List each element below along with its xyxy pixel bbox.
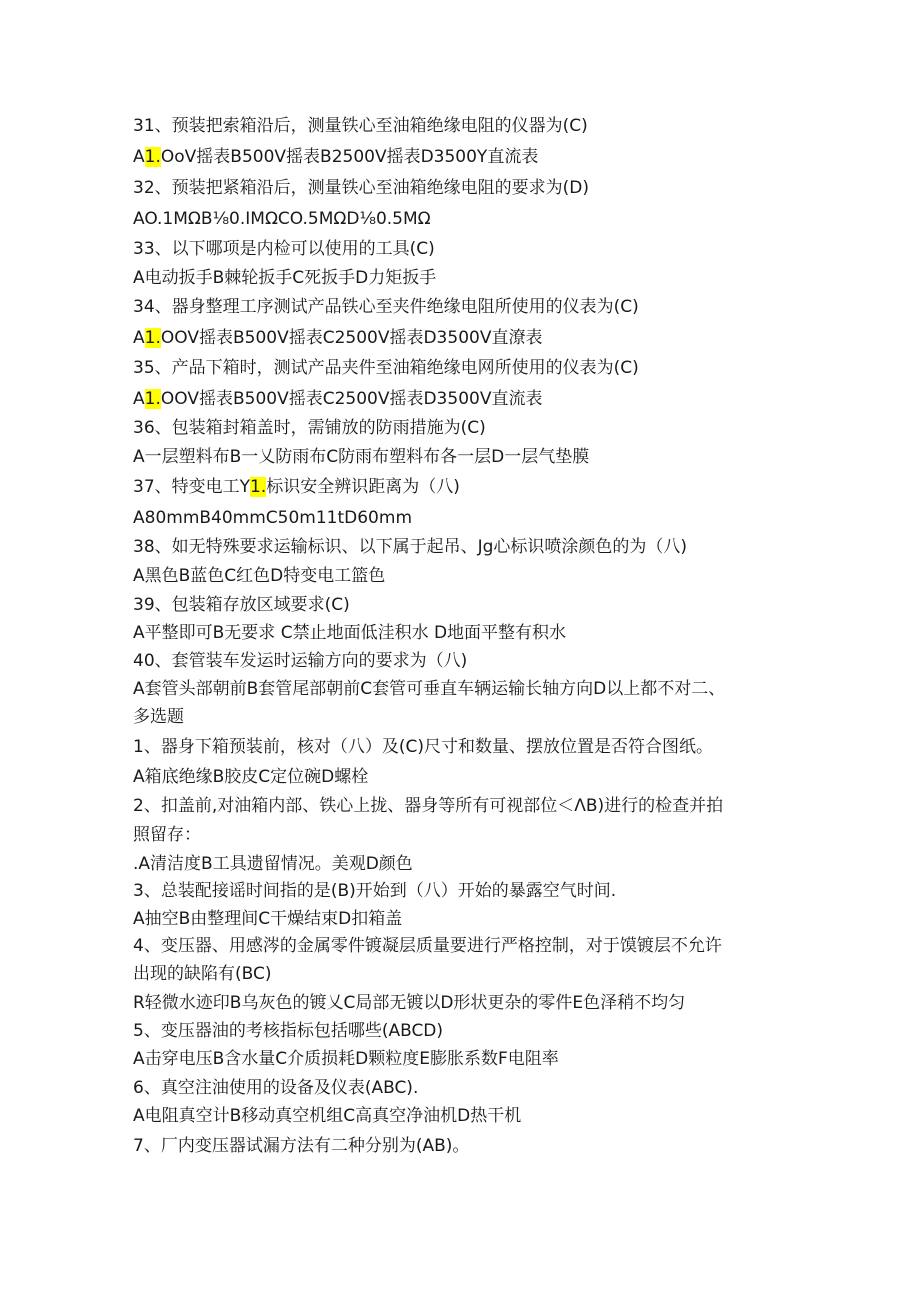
option-rest: OOV摇表B500V摇表C2500V摇表D3500V直流表 bbox=[160, 389, 543, 409]
options-37: A80mmB40mmC50m11tD60mm bbox=[133, 508, 412, 528]
options-32: AO.1MΩB⅛0.IMΩCO.5MΩD⅛0.5MΩ bbox=[133, 209, 431, 229]
question-36: 36、包装箱封箱盖时，需铺放的防雨措施为(C) bbox=[133, 418, 486, 438]
option-rest: OOV摇表B500V摇表C2500V摇表D3500V直潦表 bbox=[160, 328, 543, 348]
multi-question-4-cont: 出现的缺陷有(BC) bbox=[133, 964, 272, 984]
question-40: 40、套管装车发运时运输方向的要求为（八) bbox=[133, 651, 468, 671]
question-38: 38、如无特殊要求运输标识、以下属于起吊、Jg心标识喷涂颜色的为（八) bbox=[133, 537, 688, 557]
question-rest: 标识安全辨识距离为（八) bbox=[266, 477, 460, 497]
multi-question-7: 7、厂内变压器试漏方法有二种分别为(AB)。 bbox=[133, 1136, 470, 1156]
question-34: 34、器身整理工序测试产品铁心至夹件绝缘电阻所使用的仪表为(C) bbox=[133, 297, 639, 317]
options-33: A电动扳手B棘轮扳手C死扳手D力矩扳手 bbox=[133, 268, 437, 288]
multi-options-1: A箱底绝缘B胶皮C定位碗D螺栓 bbox=[133, 767, 369, 787]
question-33: 33、以下哪项是内检可以使用的工具(C) bbox=[133, 239, 435, 259]
multi-options-6: A电阻真空计B移动真空机组C高真空净油机D热干机 bbox=[133, 1106, 522, 1126]
section-heading: 多选题 bbox=[133, 707, 184, 727]
question-31: 31、预装把索箱沿后，测量铁心至油箱绝缘电阻的仪器为(C) bbox=[133, 116, 588, 136]
multi-question-6: 6、真空注油使用的设备及仪表(ABC). bbox=[133, 1078, 419, 1098]
question-37 bbox=[133, 475, 460, 499]
options-36: A一层塑料布B一乂防雨布C防雨布塑料布各一层D一层气垫膜 bbox=[133, 447, 590, 467]
option-rest: OoV摇表B500V摇表B2500V摇表D3500Y直流表 bbox=[160, 147, 539, 167]
multi-options-2: .A清洁度B工具遗留情况。美观D颜色 bbox=[133, 854, 413, 874]
question-prefix: 37、特变电工Y bbox=[133, 477, 251, 497]
highlight: 1. bbox=[144, 328, 161, 348]
options-31 bbox=[133, 145, 538, 169]
question-39: 39、包装箱存放区域要求(C) bbox=[133, 595, 350, 615]
multi-question-4: 4、变压器、用感涔的金属零件镀凝层质量要进行严格控制，对于馍镀层不允许 bbox=[133, 936, 722, 956]
question-32: 32、预装把紧箱沿后，测量铁心至油箱绝缘电阻的要求为(D) bbox=[133, 178, 589, 198]
option-prefix: A bbox=[133, 328, 145, 348]
highlight: 1. bbox=[144, 389, 161, 409]
option-prefix: A bbox=[133, 147, 145, 167]
options-35 bbox=[133, 387, 542, 411]
multi-options-4: R轻微水迹印B乌灰色的镀乂C局部无镀以D形状更杂的零件E色泽稍不均匀 bbox=[133, 993, 686, 1013]
multi-options-3: A抽空B由整理间C干燥结束D扣箱盖 bbox=[133, 909, 403, 929]
highlight: 1. bbox=[144, 147, 161, 167]
options-40: A套管头部朝前B套管尾部朝前C套管可垂直车辆运输长轴方向D以上都不对二、 bbox=[133, 679, 726, 699]
highlight: 1. bbox=[250, 477, 267, 497]
options-39: A平整即可B无要求 C禁止地面低洼积水 D地面平整有积水 bbox=[133, 623, 567, 643]
options-38: A黑色B蓝色C红色D特变电工篮色 bbox=[133, 566, 386, 586]
options-34 bbox=[133, 326, 542, 350]
multi-options-5: A击穿电压B含水量C介质损耗D颗粒度E膨胀系数F电阻率 bbox=[133, 1049, 559, 1069]
question-35: 35、产品下箱时，测试产品夹件至油箱绝缘电网所使用的仪表为(C) bbox=[133, 358, 639, 378]
multi-question-2-cont: 照留存： bbox=[133, 825, 201, 845]
option-prefix: A bbox=[133, 389, 145, 409]
multi-question-1: 1、器身下箱预装前，核对（八）及(C)尺寸和数量、摆放位置是否符合图纸。 bbox=[133, 737, 713, 757]
multi-question-2: 2、扣盖前,对油箱内部、铁心上拢、器身等所有可视部位＜ΛB)进行的检查并拍 bbox=[133, 796, 724, 816]
multi-question-5: 5、变压器油的考核指标包括哪些(ABCD) bbox=[133, 1021, 444, 1041]
multi-question-3: 3、总装配接谣时间指的是(B)开始到（八）开始的暴露空气时间. bbox=[133, 881, 617, 901]
